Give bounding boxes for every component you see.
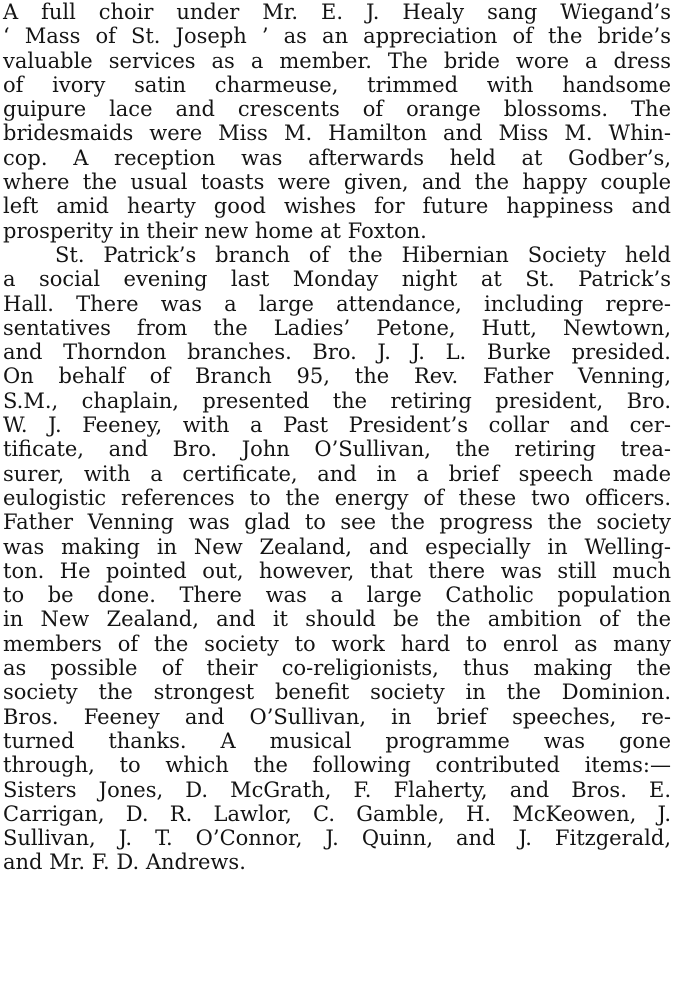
- text-line: members of the society to work hard to enrol as many: [3, 631, 671, 656]
- text-line: and Thorndon branches. Bro. J. J. L. Burke presided.: [3, 340, 671, 365]
- text-line: valuable services as a member. The bride wore a dress: [3, 48, 671, 73]
- text-line: turned thanks. A musical programme was gone: [3, 728, 671, 753]
- text-line: W. J. Feeney, with a Past President’s collar and cer-: [3, 413, 671, 438]
- text-line: bridesmaids were Miss M. Hamilton and Miss M. Whin-: [3, 121, 671, 146]
- text-line: society the strongest benefit society in the Dominion.: [3, 680, 671, 705]
- text-line: in New Zealand, and it should be the ambition of the: [3, 607, 671, 632]
- text-line: guipure lace and crescents of orange blossoms. The: [3, 97, 671, 122]
- text-line: S.M., chaplain, presented the retiring president, Bro.: [3, 388, 671, 413]
- text-line: Sullivan, J. T. O’Connor, J. Quinn, and J. Fitzgerald,: [3, 826, 671, 851]
- paragraph-wedding: [3, 0, 676, 243]
- paragraph-hibernian-society: [3, 243, 676, 875]
- text-line: a social evening last Monday night at St. Patrick’s: [3, 267, 671, 292]
- text-line: A full choir under Mr. E. J. Healy sang Wiegand’s: [3, 0, 671, 24]
- text-line: surer, with a certificate, and in a brief speech made: [3, 461, 671, 486]
- text-line: cop. A reception was afterwards held at Godber’s,: [3, 145, 671, 170]
- text-line: left amid hearty good wishes for future happiness and: [3, 194, 671, 219]
- text-line: eulogistic references to the energy of these two officers.: [3, 485, 671, 510]
- text-line: as possible of their co-religionists, thus making the: [3, 656, 671, 681]
- text-line: Sisters Jones, D. McGrath, F. Flaherty, and Bros. E.: [3, 777, 671, 802]
- text-line: ‘ Mass of St. Joseph ’ as an appreciation of the bride’s: [3, 24, 671, 49]
- text-line: St. Patrick’s branch of the Hibernian Society held: [55, 242, 671, 267]
- text-line: where the usual toasts were given, and the happy couple: [3, 170, 671, 195]
- text-line: Bros. Feeney and O’Sullivan, in brief speeches, re-: [3, 704, 671, 729]
- text-line: and Mr. F. D. Andrews.: [3, 850, 246, 875]
- text-line: was making in New Zealand, and especially in Welling-: [3, 534, 671, 559]
- text-line: Father Venning was glad to see the progress the society: [3, 510, 671, 535]
- text-line: of ivory satin charmeuse, trimmed with handsome: [3, 72, 671, 97]
- text-line: prosperity in their new home at Foxton.: [3, 218, 427, 243]
- text-line: ton. He pointed out, however, that there was still much: [3, 558, 671, 583]
- text-line: to be done. There was a large Catholic population: [3, 583, 671, 608]
- text-line: On behalf of Branch 95, the Rev. Father Venning,: [3, 364, 671, 389]
- text-line: tificate, and Bro. John O’Sullivan, the retiring trea-: [3, 437, 671, 462]
- text-line: Hall. There was a large attendance, including repre-: [3, 291, 671, 316]
- text-line: through, to which the following contributed items:—: [3, 753, 671, 778]
- text-line: sentatives from the Ladies’ Petone, Hutt, Newtown,: [3, 315, 671, 340]
- text-line: Carrigan, D. R. Lawlor, C. Gamble, H. McKeowen, J.: [3, 801, 671, 826]
